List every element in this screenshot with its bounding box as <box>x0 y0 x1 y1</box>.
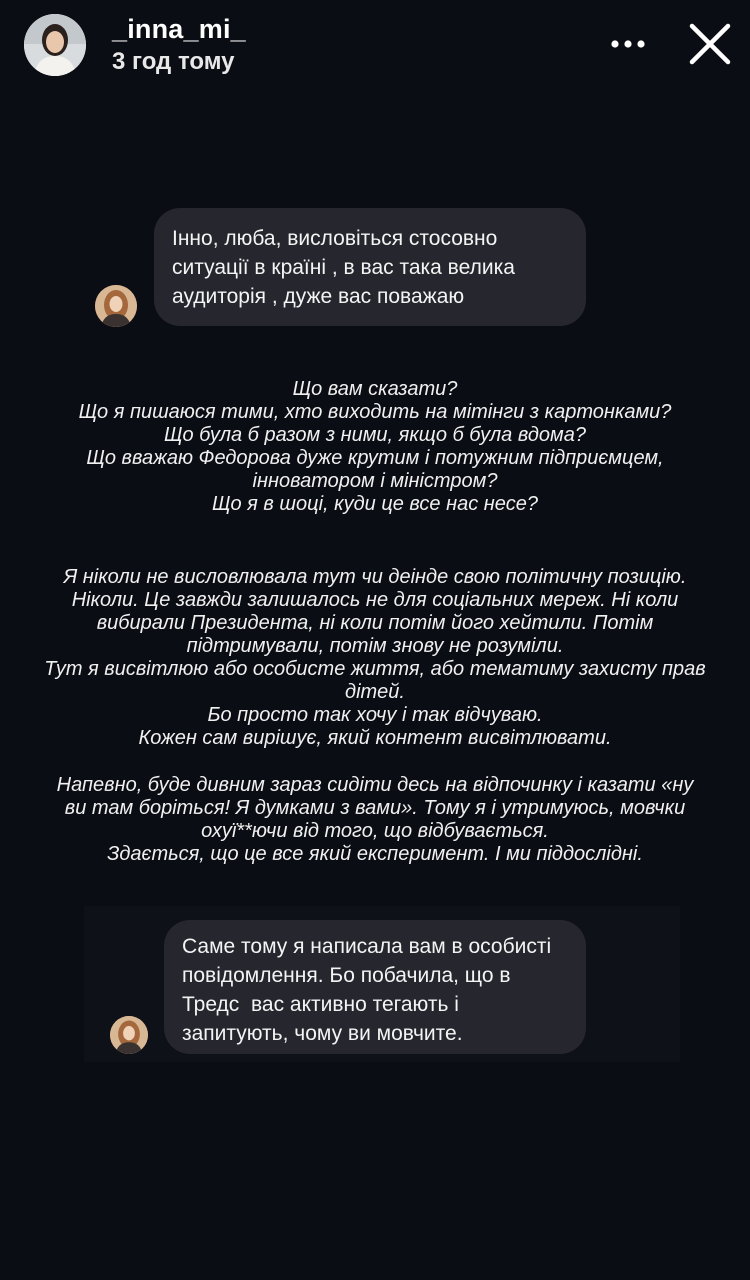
story-text-line: дітей. <box>345 681 405 703</box>
story-text-line: Кожен сам вирішує, який контент висвітлювати. <box>138 727 612 749</box>
message-bubble <box>164 920 586 1054</box>
story-text-line: Здається, що це все який експеримент. І ми піддослідні. <box>107 843 643 865</box>
story-text-line: інноватором і міністром? <box>252 470 498 492</box>
story-text-line: охуї**ючи від того, що відбувається. <box>201 820 549 842</box>
sender-photo <box>95 285 137 327</box>
story-text-line: Напевно, буде дивним зараз сидіти десь на відпочинку і казати «ну <box>56 774 694 796</box>
more-options-button[interactable] <box>606 26 650 62</box>
story-text-line: Тут я висвітлюю або особисте життя, або тематиму захисту прав <box>44 658 706 680</box>
message-line: Саме тому я написала вам в особисті <box>182 935 552 958</box>
sender-avatar <box>95 285 137 327</box>
story-text-line: Що я в шоці, куди це все нас несе? <box>212 493 538 515</box>
story-text-line: ви там боріться! Я думками з вами». Тому я і утримуюсь, мовчки <box>64 797 686 819</box>
story-text-line: Я ніколи не висловлювала тут чи деінде свою політичну позицію. <box>63 566 687 588</box>
message-line: повідомлення. Бо побачила, що в <box>182 964 511 987</box>
story-text-line: вибирали Президента, ні коли потім його хейтили. Потім <box>96 612 654 634</box>
story-header <box>0 0 750 100</box>
story-text-block <box>30 774 720 866</box>
close-button[interactable] <box>684 18 736 70</box>
username[interactable]: _inna_mi_ <box>112 14 246 44</box>
message-line: Інно, люба, висловіться стосовно <box>172 227 498 250</box>
message-line: ситуації в країні , в вас така велика <box>172 256 515 279</box>
message-bubble <box>154 208 586 326</box>
story-text-line: Ніколи. Це завжди залишалось не для соціальних мереж. Ні коли <box>71 589 679 611</box>
close-icon <box>684 18 736 70</box>
story-timestamp: 3 год тому <box>112 48 235 75</box>
story-text-block <box>30 378 720 516</box>
story-text-line: Що я пишаюся тими, хто виходить на мітінги з картонками? <box>78 401 672 423</box>
story-text-line: Бо просто так хочу і так відчуваю. <box>207 704 543 726</box>
story-text-line: Що була б разом з ними, якщо б була вдома? <box>163 424 586 446</box>
message-line: запитують, чому ви мовчите. <box>182 1022 463 1045</box>
profile-avatar[interactable] <box>24 14 86 76</box>
story-text-line: Що вважаю Федорова дуже крутим і потужним підприємцем, <box>86 447 664 469</box>
profile-photo <box>24 14 86 76</box>
sender-avatar <box>110 1016 148 1054</box>
story-text-line: Що вам сказати? <box>292 378 458 400</box>
message-line: Тредс вас активно тегають і <box>182 993 459 1016</box>
story-text-block <box>30 566 720 750</box>
more-horizontal-icon <box>611 39 645 49</box>
message-line: аудиторія , дуже вас поважаю <box>172 285 465 308</box>
sender-photo <box>110 1016 148 1054</box>
story-text-line: підтримували, потім знову не розуміли. <box>186 635 564 657</box>
